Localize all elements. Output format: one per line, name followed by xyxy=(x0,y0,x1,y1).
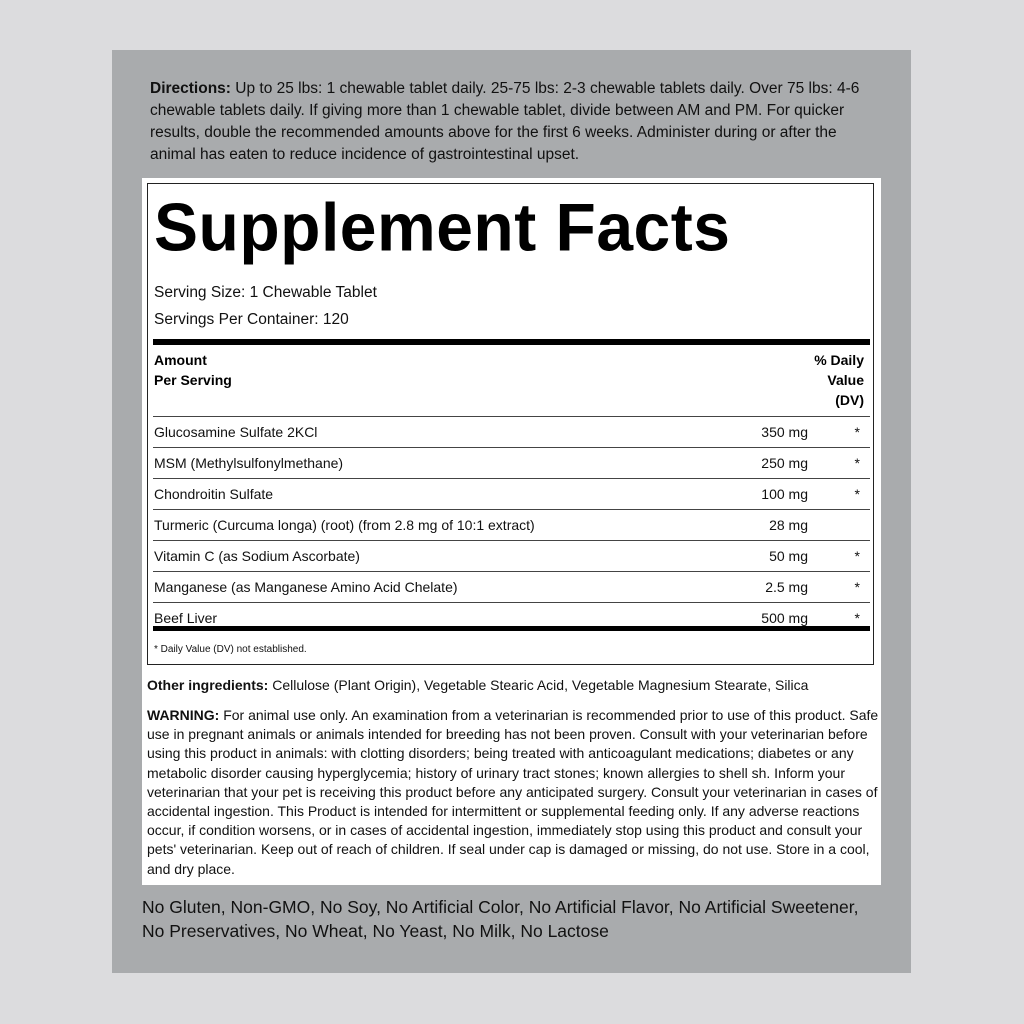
nutrient-name: Chondroitin Sulfate xyxy=(154,486,274,502)
divider-bar-bottom xyxy=(153,626,870,631)
nutrient-name: Turmeric (Curcuma longa) (root) (from 2.8 mg of 10:1 extract) xyxy=(154,517,535,533)
warning-text xyxy=(147,706,882,879)
table-row xyxy=(153,509,870,540)
dv-footnote: * Daily Value (DV) not established. xyxy=(154,644,307,655)
nutrient-dv: * xyxy=(854,424,860,440)
servings-per-container: Servings Per Container: 120 xyxy=(154,311,349,328)
table-row xyxy=(153,447,870,478)
other-ingredients xyxy=(147,675,882,695)
table-row xyxy=(153,540,870,571)
nutrient-name: Beef Liver xyxy=(154,610,218,626)
nutrient-dv: * xyxy=(854,548,860,564)
nutrient-amount: 500 mg xyxy=(761,610,808,626)
divider-bar-top xyxy=(153,339,870,345)
nutrient-amount: 28 mg xyxy=(769,517,808,533)
facts-panel xyxy=(142,178,881,885)
directions-body: Up to 25 lbs: 1 chewable tablet daily. 25-75 lbs: 2-3 chewable tablets daily. Over 75 lbs: 4-6 chewable tablets daily. If giving more than 1 chewable tablet, divide between AM and PM. For quicker results, double the recommended amounts above for the first 6 weeks. Administer during or after the animal has eaten to reduce incidence of gastrointestinal upset. xyxy=(150,80,860,163)
other-ingredients-label: Other ingredients: xyxy=(147,677,269,693)
table-row xyxy=(153,416,870,447)
nutrient-name: MSM (Methylsulfonylmethane) xyxy=(154,455,344,471)
nutrient-name: Glucosamine Sulfate 2KCl xyxy=(154,424,318,440)
daily-value-header xyxy=(814,350,864,410)
facts-title: Supplement Facts xyxy=(154,189,731,265)
other-ingredients-text: Cellulose (Plant Origin), Vegetable Stearic Acid, Vegetable Magnesium Stearate, Silica xyxy=(268,677,809,693)
supplement-facts-box xyxy=(147,183,874,665)
nutrient-rows xyxy=(153,416,870,633)
dv-header-line1: % Daily xyxy=(814,352,864,368)
nutrient-dv: * xyxy=(854,455,860,471)
dv-header-line2: Value xyxy=(827,372,864,388)
serving-size: Serving Size: 1 Chewable Tablet xyxy=(154,284,377,301)
directions-text xyxy=(150,78,860,166)
supplement-label xyxy=(112,50,911,973)
amount-header-line1: Amount xyxy=(154,352,207,368)
nutrient-amount: 50 mg xyxy=(769,548,808,564)
nutrient-name: Manganese (as Manganese Amino Acid Chelate) xyxy=(154,579,458,595)
nutrient-dv: * xyxy=(854,579,860,595)
amount-header-line2: Per Serving xyxy=(154,372,232,388)
warning-body: For animal use only. An examination from a veterinarian is recommended prior to use of this product. Safe use in pregnant animals or animals intended for breeding has not been proven. Consult with your veterinarian before using this product in animals: with clotting disorders; being treated with anticoagulant medications; diabetes or any metabolic disorder causing hyperglycemia; history of urinary tract stones; known allergies to shell sh. Inform your veterinarian that your pet is receiving this product before any anticipated surgery. Consult your veterinarian in cases of accidental ingestion. This Product is intended for intermittent or supplemental feeding only. If any adverse reactions occur, if condition worsens, or in cases of accidental ingestion, immediately stop using this product and consult your pets' veterinarian. Keep out of reach of children. If seal under cap is damaged or missing, do not use. Store in a cool, and dry place. xyxy=(147,707,879,877)
nutrient-name: Vitamin C (as Sodium Ascorbate) xyxy=(154,548,360,564)
amount-per-serving-header xyxy=(154,350,232,390)
table-row xyxy=(153,571,870,602)
nutrient-dv: * xyxy=(854,610,860,626)
directions-label: Directions: xyxy=(150,80,231,97)
nutrient-amount: 350 mg xyxy=(761,424,808,440)
nutrient-amount: 100 mg xyxy=(761,486,808,502)
dv-header-line3: (DV) xyxy=(835,392,864,408)
free-from-claims: No Gluten, Non-GMO, No Soy, No Artificial Color, No Artificial Flavor, No Artificial Sweetener, No Preservatives, No Wheat, No Yeast, No Milk, No Lactose xyxy=(142,897,859,941)
table-row xyxy=(153,478,870,509)
nutrient-amount: 250 mg xyxy=(761,455,808,471)
warning-label: WARNING: xyxy=(147,707,220,723)
nutrient-dv: * xyxy=(854,486,860,502)
nutrient-amount: 2.5 mg xyxy=(765,579,808,595)
